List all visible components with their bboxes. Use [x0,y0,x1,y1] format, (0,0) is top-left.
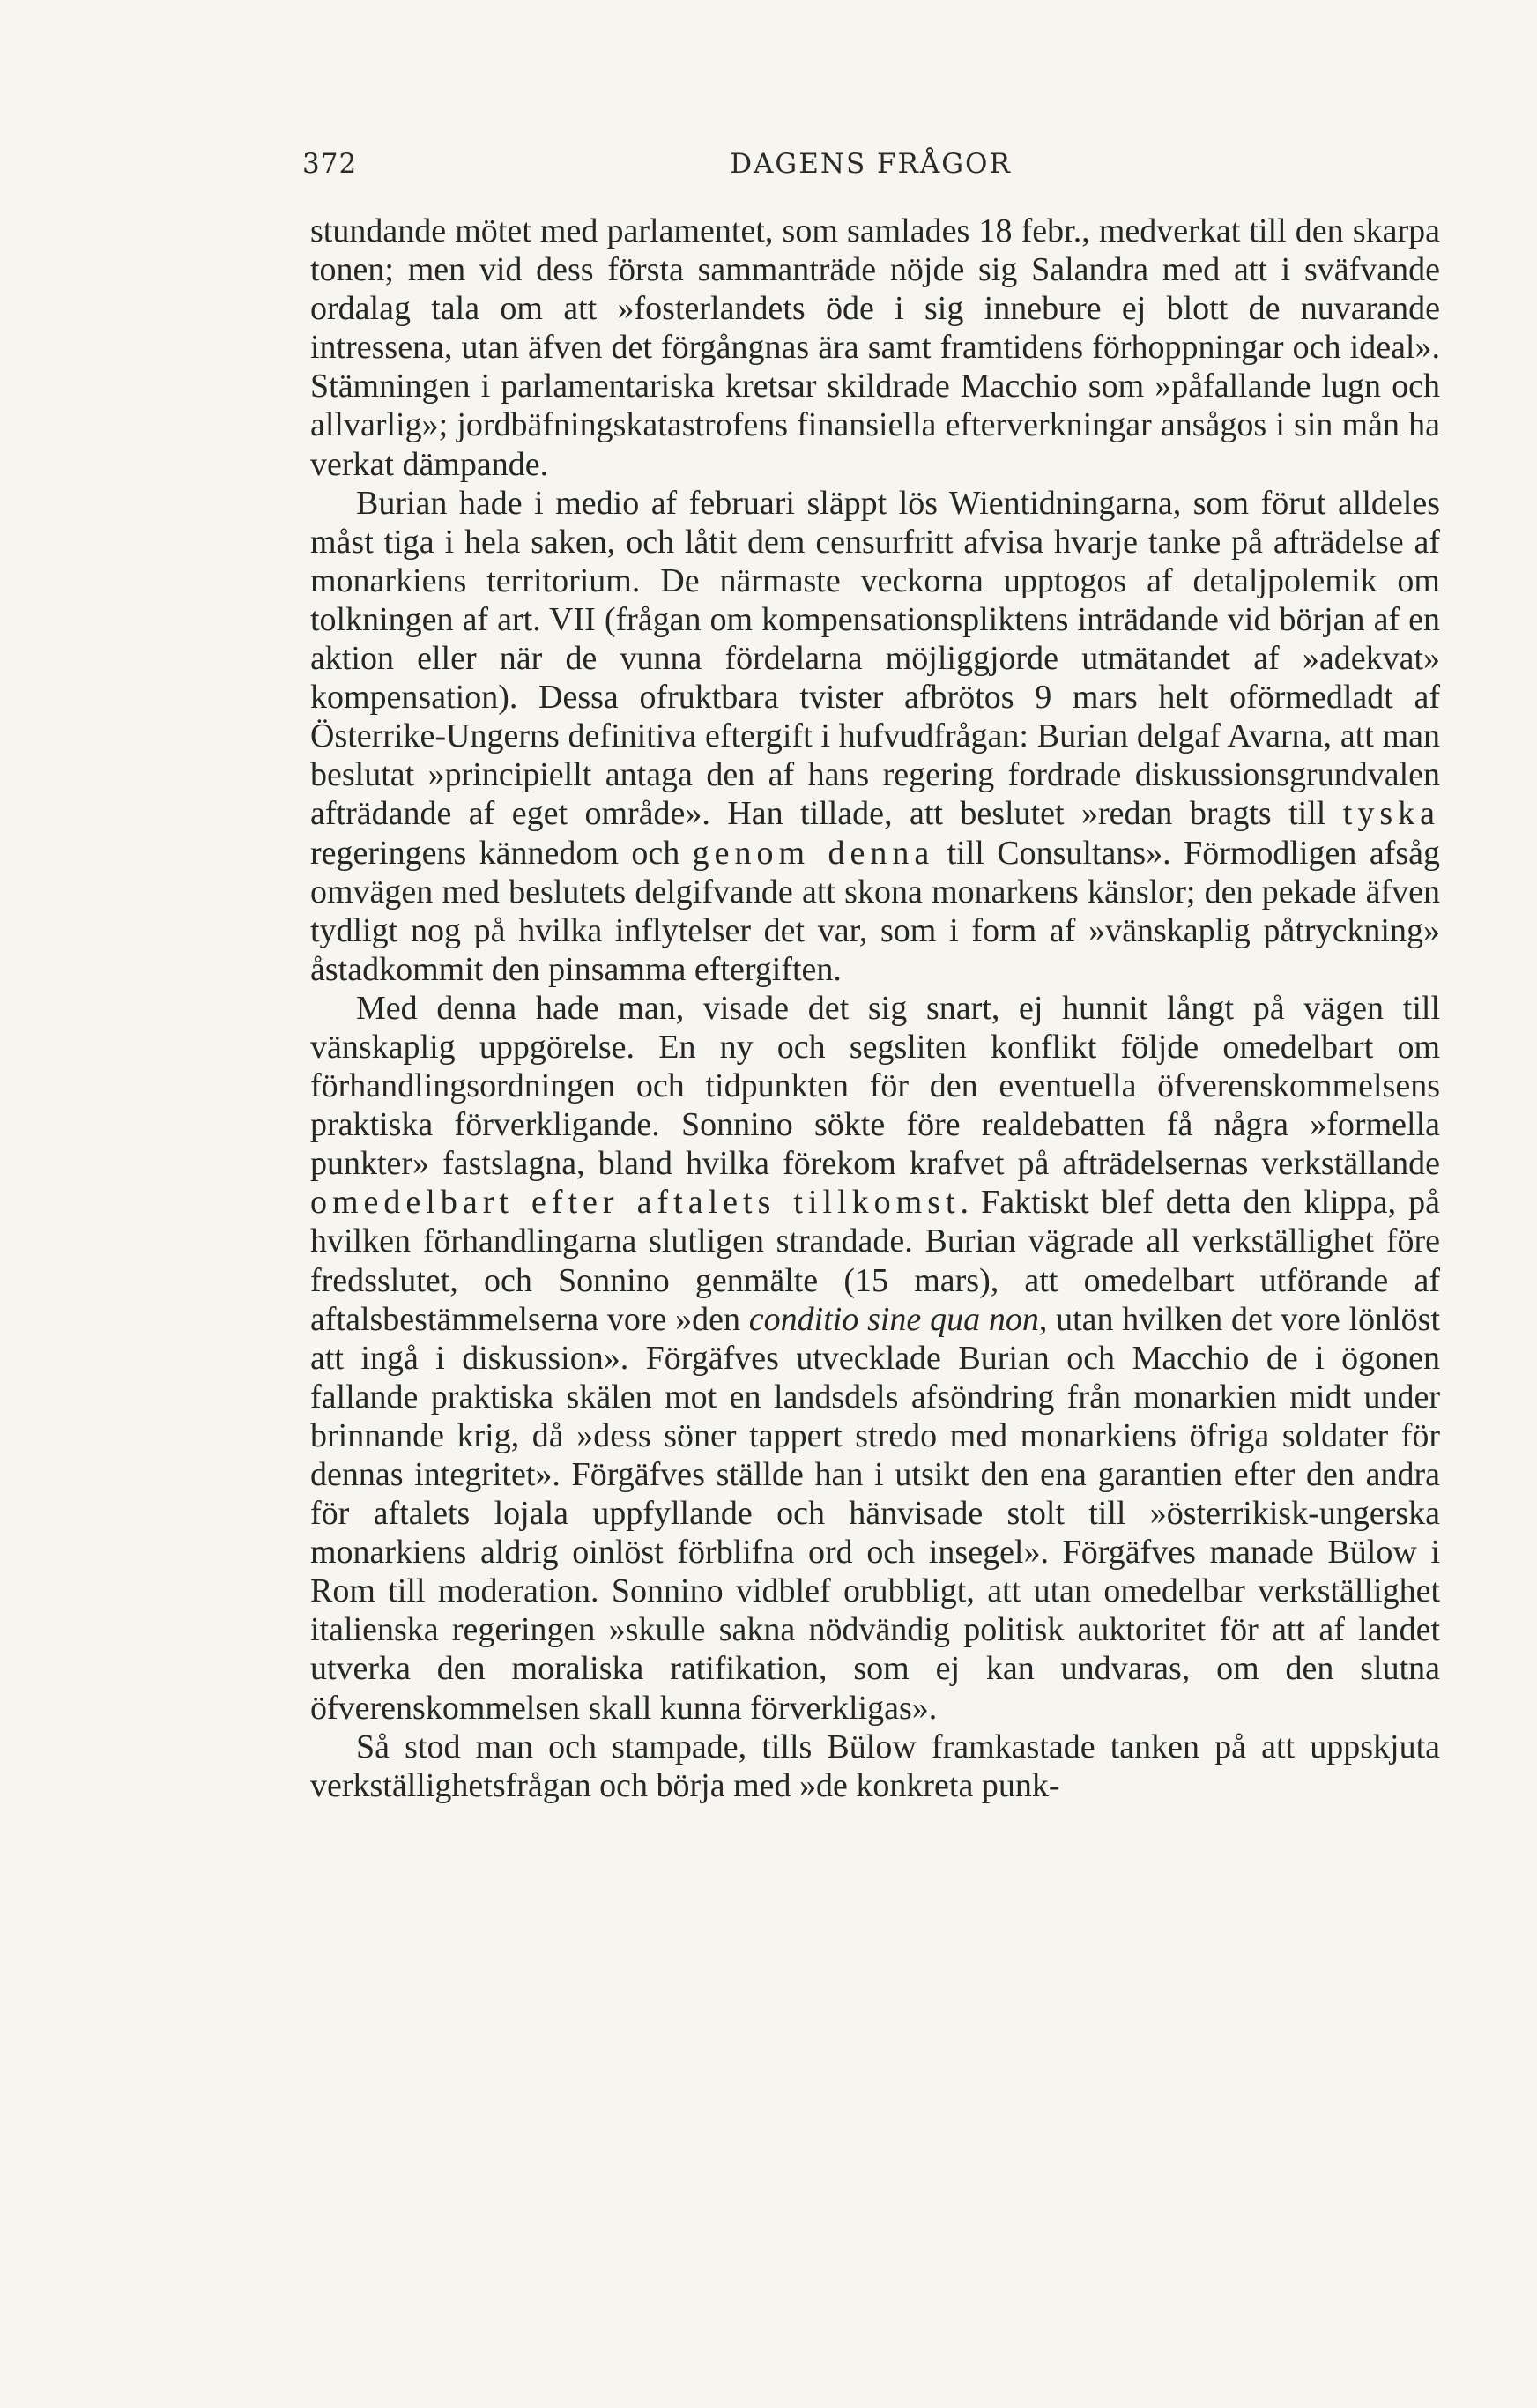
paragraph-text: . Faktiskt blef detta den klippa, på hvilken förhandlingarna slutligen strandade. Burian vägrade all verkställighet före fredsslutet, och Sonnino genmälte (15 mars), att omedelbart utförande af aftalsbestämmelserna vore »den [310,1184,1440,1338]
paragraph-text: Burian hade i medio af februari släppt lös Wientidningarna, som förut alldeles måst tiga i hela saken, och låtit dem censurfritt afvisa hvarje tanke på afträdelse af monarkiens territorium. De närmaste veckorna upptogos af detaljpolemik om tolkningen af art. VII (frågan om kompensationspliktens inträdande vid början af en aktion eller när de vunna fördelarna möjliggjorde utmätandet af »adekvat» kompensation). Dessa ofruktbara tvister afbrötos 9 mars helt oförmedladt af Österrike-Ungerns definitiva eftergift i hufvudfrågan: Burian delgaf Avarna, att man beslutat »principiellt antaga den af hans regering fordrade diskussionsgrundvalen afträdande af eget område». Han tillade, att beslutet »redan bragts till [310,484,1440,833]
paragraph-text: till Consultans». Förmodligen afsåg omvägen med beslutets delgifvande att skona monarkens känslor; den pekade äfven tydligt nog på hvilka inflytelser det var, som i form af »vänskaplig påtryckning» åstadkommit den pinsamma eftergiften. [310,834,1440,988]
paragraph-4 [310,1728,1440,1805]
paragraph-2 [310,484,1440,989]
running-head: DAGENS FRÅGOR [730,148,1012,180]
body-text [310,212,1440,1805]
paragraph-text: regeringens kännedom och [310,834,693,872]
spaced-emphasis: omedelbart efter aftalets tillkomst [310,1184,961,1222]
paragraph-text: Med denna hade man, visade det sig snart, ej hunnit långt på vägen till vänskaplig uppgörelse. En ny och segsliten konflikt följde omedelbart om förhandlingsordningen och tidpunkten för den eventuella öfverenskommelsens praktiska förverkligande. Sonnino sökte före realdebatten få några »formella punkter» fastslagna, bland hvilka förekom krafvet på afträdelsernas verkställande [310,989,1440,1183]
paragraph-text: , utan hvilken det vore lönlöst att ingå i diskussion». Förgäfves utvecklade Burian och Macchio de i ögonen fallande praktiska skälen mot en landsdels afsöndring från monarkien midt under brinnande krig, då »dess söner tappert stredo med monarkiens öfriga soldater för dennas integritet». Förgäfves ställde han i utsikt den ena garantien efter den andra för aftalets lojala uppfyllande och hänvisade stolt till »österrikisk-ungerska monarkiens aldrig oinlöst förblifna ord och insegel». Förgäfves manade Bülow i Rom till moderation. Sonnino vidblef orubbligt, att utan omedelbar verkställighet italienska regeringen »skulle sakna nödvändig politisk auktoritet för att af landet utverka den moraliska ratifikation, som ej kan undvaras, om den slutna öfverenskommelsen skall kunna förverkligas». [310,1300,1440,1727]
italic-phrase: conditio sine qua non [748,1300,1039,1338]
spaced-emphasis: genom denna [692,834,935,872]
page-header [302,148,1439,192]
paragraph-text: stundande mötet med parlamentet, som samlades 18 febr., medverkat till den skarpa tonen; men vid dess första sammanträde nöjde sig Salandra med att i sväfvande ordalag tala om att »fosterlandets öde i sig innebure ej blott de nuvarande intressena, utan äfven det förgångnas ära samt framtidens förhoppningar och ideal». Stämningen i parlamentariska kretsar skildrade Macchio som »påfallande lugn och allvarlig»; jordbäfningskatastrofens finansiella efterverkningar ansågos i sin mån ha verkat dämpande. [310,212,1440,483]
paragraph-3 [310,989,1440,1728]
page-number: 372 [302,148,358,180]
spaced-emphasis: tyska [1342,795,1440,833]
paragraph-text: Så stod man och stampade, tills Bülow framkastade tanken på att uppskjuta verkställighetsfrågan och börja med »de konkreta punk- [310,1728,1440,1804]
paragraph-1 [310,212,1440,484]
